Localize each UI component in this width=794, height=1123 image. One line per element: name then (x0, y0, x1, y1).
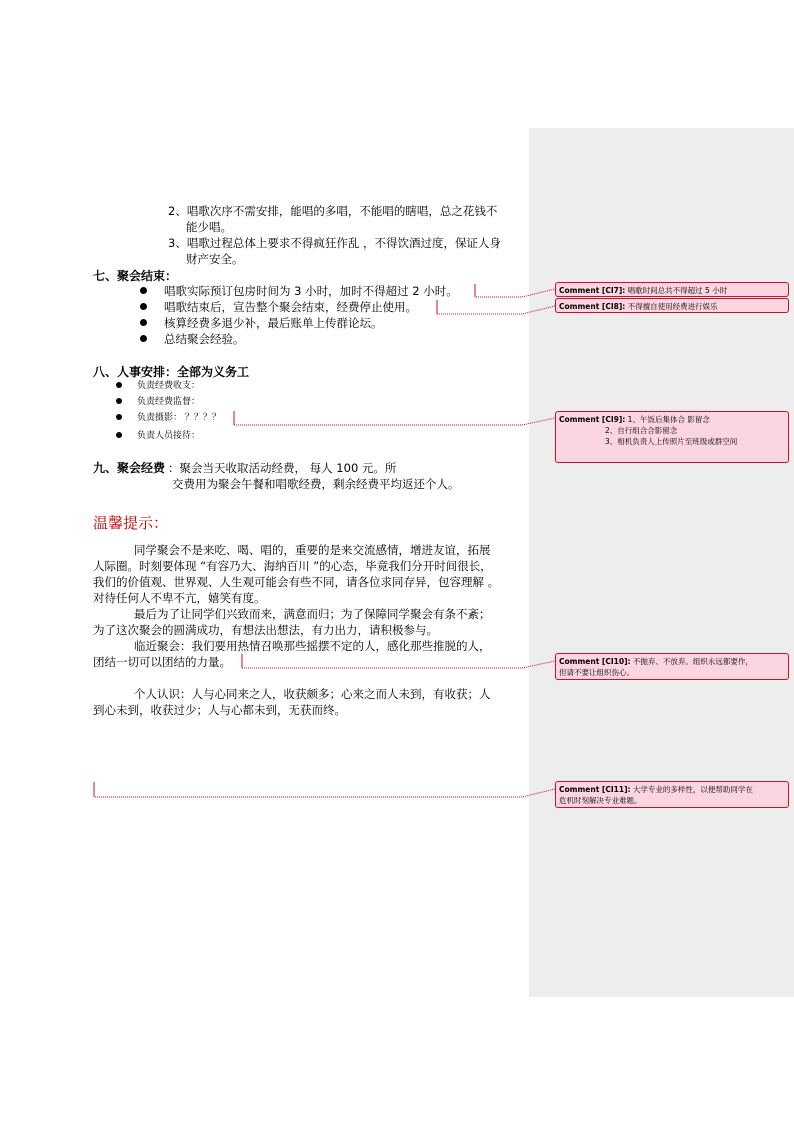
comment-text: 危机时刻解决专业难题。 (559, 796, 642, 805)
comment-text: 3、相机负责人上传照片至班级或群空间 (605, 437, 738, 446)
sec6-item2-line1: 2、唱歌次序不需安排，能唱的多唱，不能唱的瞎唱，总之花钱不 (168, 204, 498, 218)
tips-title: 温馨提示： (93, 514, 169, 532)
comment-balloon-8[interactable] (555, 298, 789, 313)
personal-line2: 到心未到，收获过少；人与心都未到，无获而终。 (93, 703, 346, 717)
comment-tag: Comment [CI10]: (559, 657, 631, 666)
comment-balloon-7[interactable] (555, 282, 789, 297)
comment-tag: Comment [CI9]: (559, 415, 626, 424)
tips-p1-line4: 对待任何人不卑不亢，嬉笑有度。 (93, 591, 266, 605)
comment-tag: Comment [CI11]: (559, 785, 631, 794)
sec8-item-1: 负责经费收支： (137, 381, 201, 391)
comment-connector-11 (94, 782, 555, 797)
comment-connector-10 (242, 654, 555, 668)
bullet (116, 382, 122, 388)
comment-tag: Comment [CI8]: (559, 302, 626, 311)
sec8-heading: 八、人事安排：全部为义务工 (93, 365, 250, 379)
comment-text: 唱歌时间总共不得超过 5 小时 (627, 286, 728, 295)
comment-text: 不抛弃、不放弃。组织永远都要作， (632, 657, 753, 666)
comment-balloon-9[interactable] (555, 411, 789, 463)
sec9-line2: 交费用为聚会午餐和唱歌经费，剩余经费平均返还个人。 (172, 477, 460, 491)
bullet (140, 319, 147, 326)
bullet (140, 303, 147, 310)
bullet (116, 398, 122, 404)
sec8-item-3: 负责摄影： ？？？？ (137, 413, 221, 423)
tips-p1-line1: 同学聚会不是来吃、喝、唱的，重要的是来交流感情，增进友谊，拓展 (134, 543, 491, 557)
comment-balloon-11[interactable] (555, 781, 789, 808)
comment-text: 但请不要让组织伤心。 (559, 668, 634, 677)
comment-margin-pane (529, 128, 794, 997)
sec7-item-3: 核算经费多退少补，最后账单上传群论坛。 (164, 316, 383, 330)
sec8-item-2: 负责经费监督： (137, 397, 201, 407)
tips-p2-line1: 最后为了让同学们兴致而来，满意而归；为了保障同学聚会有条不紊； (134, 607, 491, 621)
sec6-item3-line2: 财产安全。 (186, 252, 244, 266)
tips-p1-line3: 我们的价值观、世界观、人生观可能会有些不同，请各位求同存异，包容理解 。 (93, 575, 500, 589)
tips-p1-line2: 人际圈。时刻要体现 “有容乃大、海纳百川 ”的心态，毕竟我们分开时间很长， (93, 559, 492, 573)
sec6-item3-line1: 3、唱歌过程总体上要求不得疯狂作乱 ，不得饮酒过度，保证人身 (168, 236, 501, 250)
comment-tag: Comment [CI7]: (559, 286, 626, 295)
comment-text: 1、午饭后集体合 影留念 (627, 415, 710, 424)
comment-text: 大学专业的多样性，以便帮助同学在 (632, 785, 753, 794)
sec7-item-4: 总结聚会经验。 (164, 332, 245, 346)
comment-text: 不得擅自使用经费进行娱乐 (627, 302, 718, 311)
sec7-item-2: 唱歌结束后，宣告整个聚会结束，经费停止使用。 (164, 300, 417, 314)
sec7-item-1: 唱歌实际预订包房时间为 3 小时，加时不得超过 2 小时。 (164, 284, 458, 298)
sec9-heading: 九、聚会经费 (93, 461, 166, 475)
comment-connector-9 (234, 411, 555, 425)
bullet (140, 287, 147, 294)
sec7-heading: 七、聚会结束： (93, 269, 178, 283)
bullet (116, 432, 122, 438)
personal-line1: 个人认识：人与心同来之人，收获颇多；心来之而人未到，有收获；人 (134, 687, 491, 701)
comment-text: 2、自行组合合影留念 (605, 426, 678, 435)
tips-p3-line1: 临近聚会：我们要用热情召唤那些摇摆不定的人，感化那些推脱的人， (134, 639, 491, 653)
bullet (140, 335, 147, 342)
bullet (116, 414, 122, 420)
sec9-line1: ：聚会当天收取活动经费， 每人 100 元。所 (168, 461, 397, 475)
tips-p2-line2: 为了这次聚会的圆满成功，有想法出想法，有力出力，请积极参与。 (93, 623, 438, 637)
comment-balloon-10[interactable] (555, 653, 789, 680)
sec6-item2-line2: 能少唱。 (186, 220, 232, 234)
sec8-item-4: 负责人员接待： (137, 431, 201, 441)
tips-p3-line2: 团结一切可以团结的力量。 (93, 655, 231, 669)
